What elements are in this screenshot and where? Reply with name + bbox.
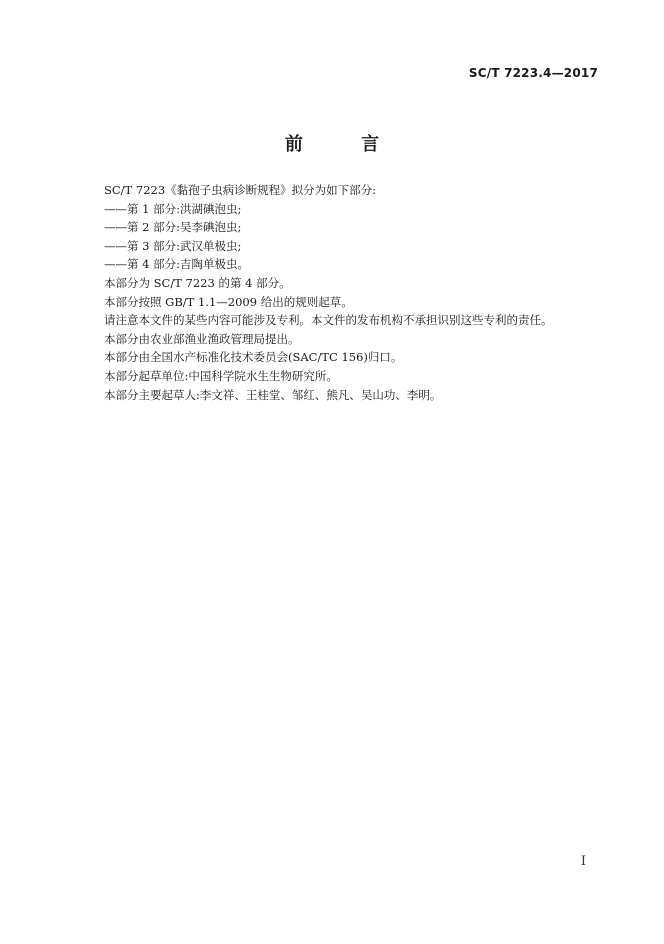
list-item: ——第 1 部分:洪湖碘泡虫; (104, 201, 242, 216)
document-code: SC/T 7223.4—2017 (468, 66, 598, 80)
paragraph: SC/T 7223《黏孢子虫病诊断规程》拟分为如下部分: (104, 183, 377, 197)
paragraph: 本部分主要起草人:李文祥、王桂堂、邹红、熊凡、吴山功、李明。 (104, 387, 442, 402)
paragraph: 请注意本文件的某些内容可能涉及专利。本文件的发布机构不承担识别这些专利的责任。 (104, 313, 553, 328)
list-item: ——第 4 部分:吉陶单极虫。 (104, 257, 250, 272)
list-item: ——第 3 部分:武汉单极虫; (104, 238, 242, 253)
paragraph: 本部分按照 GB/T 1.1—2009 给出的规则起草。 (104, 294, 353, 309)
list-item: ——第 2 部分:吴李碘泡虫; (104, 220, 242, 235)
page-number: I (580, 854, 586, 869)
paragraph: 本部分由全国水产标准化技术委员会(SAC/TC 156)归口。 (104, 350, 403, 365)
paragraph: 本部分为 SC/T 7223 的第 4 部分。 (104, 275, 291, 290)
foreword-body (104, 181, 604, 404)
paragraph: 本部分起草单位:中国科学院水生生物研究所。 (104, 368, 338, 383)
paragraph: 本部分由农业部渔业渔政管理局提出。 (104, 331, 300, 346)
page-title: 前 言 (284, 134, 406, 155)
